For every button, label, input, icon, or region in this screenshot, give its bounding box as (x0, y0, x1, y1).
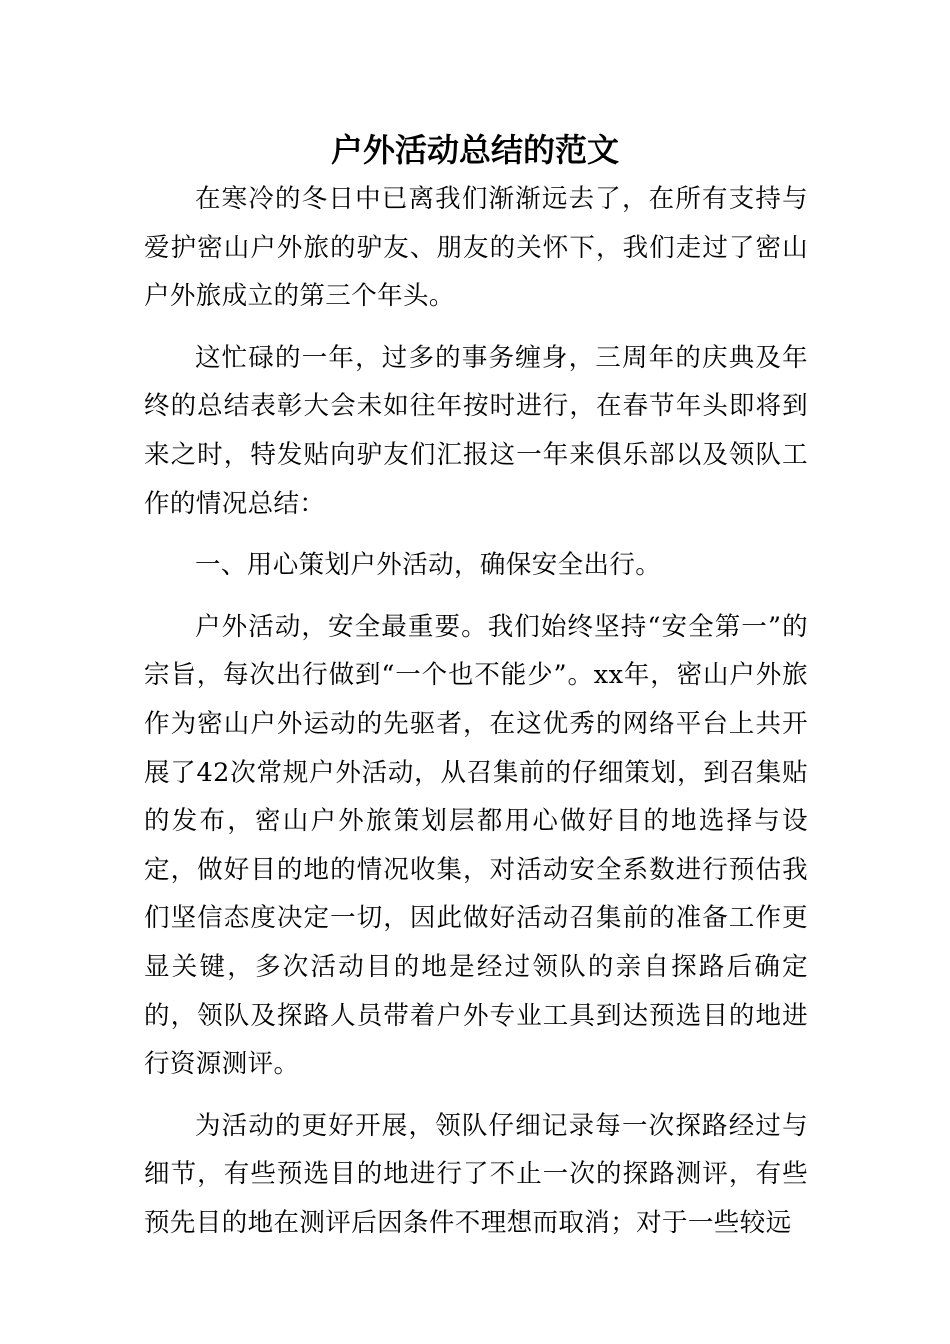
document-body (144, 175, 808, 1260)
paragraph-4: 为活动的更好开展，领队仔细记录每一次探路经过与细节，有些预选目的地进行了不止一次的探路测评，有些预先目的地在测评后因条件不理想而取消；对于一些较远 (144, 1110, 808, 1238)
paragraph-2: 这忙碌的一年，过多的事务缠身，三周年的庆典及年终的总结表彰大会未如往年按时进行，在春节年头即将到来之时，特发贴向驴友们汇报这一年来俱乐部以及领队工作的情况总结： (144, 342, 808, 519)
paragraph-3: 户外活动，安全最重要。我们始终坚持“安全第一”的宗旨，每次出行做到“一个也不能少”。xx年，密山户外旅作为密山户外运动的先驱者，在这优秀的网络平台上共开展了42次常规户外活动，从召集前的仔细策划，到召集贴的发布，密山户外旅策划层都用心做好目的地选择与设定，做好目的地的情况收集，对活动安全系数进行预估我们坚信态度决定一切，因此做好活动召集前的准备工作更显关键，多次活动目的地是经过领队的亲自探路后确定的，领队及探路人员带着户外专业工具到达预选目的地进行资源测评。 (144, 611, 808, 1080)
paragraph-1: 在寒冷的冬日中已离我们渐渐远去了，在所有支持与爱护密山户外旅的驴友、朋友的关怀下，我们走过了密山户外旅成立的第三个年头。 (144, 184, 808, 312)
section-heading-1: 一、用心策划户外活动，确保安全出行。 (195, 550, 662, 581)
document-title: 户外活动总结的范文 (330, 131, 619, 169)
